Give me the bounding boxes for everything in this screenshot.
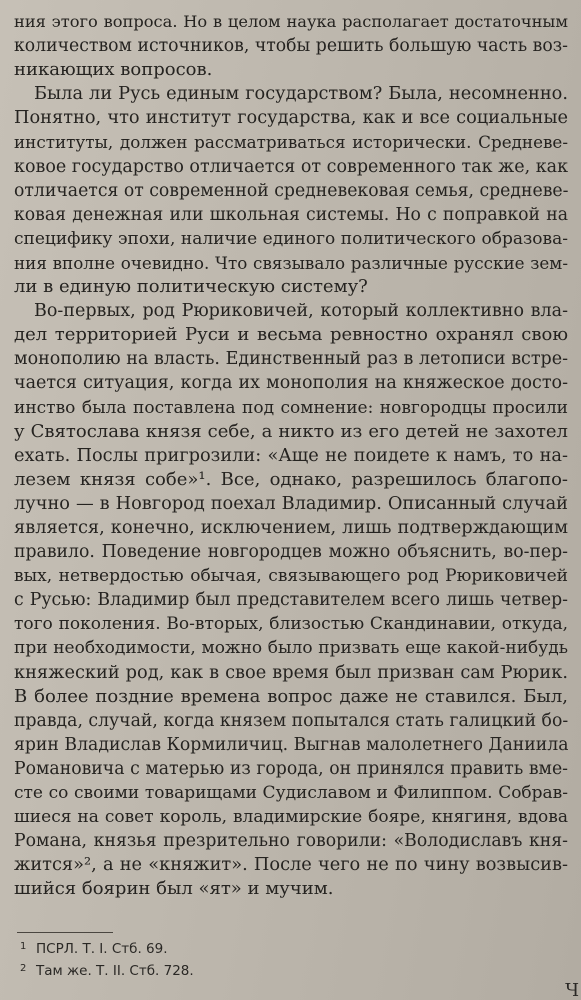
text-line: лучно — в Новгород поехал Владимир. Описанный случай — [14, 493, 568, 514]
footnote-2-mark: 2 — [20, 963, 27, 974]
text-line: чается ситуация, когда их монополия на княжеское досто- — [14, 373, 568, 394]
text-line: ли в единую политическую систему? — [14, 276, 368, 298]
text-line: количеством источников, чтобы решить большую часть воз- — [14, 36, 568, 57]
text-line: при необходимости, можно было призвать еще какой-нибудь — [14, 638, 568, 659]
text-line: ния вполне очевидно. Что связывало различные русские зем- — [14, 252, 568, 273]
text-line: Романа, князья презрительно говорили: «Володиславъ кня- — [14, 831, 568, 852]
text-line: правило. Поведение новгородцев можно объяснить, во-пер- — [14, 542, 568, 563]
text-line: сте со своими товарищами Судиславом и Филиппом. Собрав- — [14, 783, 568, 803]
footnote-2 — [20, 959, 560, 981]
text-line: лезем князя собе»¹. Все, однако, разрешилось благопо- — [14, 468, 568, 490]
text-line: Романовича с матерью из города, он принялся править вме- — [14, 758, 568, 779]
footnotes — [20, 937, 560, 981]
text-line: Была ли Русь единым государством? Была, несомненно. — [34, 84, 568, 105]
text-line: ярин Владислав Кормиличиц. Выгнав малолетнего Даниила — [14, 734, 568, 755]
text-line: инство была поставлена под сомнение: новгородцы просили — [14, 397, 568, 418]
text-line: ковое государство отличается от современного так же, как — [14, 156, 568, 177]
text-line: с Русью: Владимир был представителем всего лишь четвер- — [14, 590, 568, 611]
text-line: никающих вопросов. — [14, 59, 213, 81]
text-line: является, конечно, исключением, лишь подтверждающим — [14, 517, 568, 538]
page-edge-mark: Ч — [565, 980, 579, 1000]
text-line: ковая денежная или школьная системы. Но с поправкой на — [14, 204, 568, 225]
text-line: шийся боярин был «ят» и мучим. — [14, 878, 334, 900]
text-line: княжеский род, как в свое время был призван сам Рюрик. — [14, 662, 568, 683]
text-line: правда, случай, когда князем попытался стать галицкий бо- — [14, 710, 568, 731]
text-line: Во-первых, род Рюриковичей, который коллективно вла- — [34, 301, 568, 322]
footnote-divider — [17, 932, 113, 933]
text-line: жится»², а не «княжит». После чего не по чину возвысив- — [14, 855, 568, 876]
footnote-1-mark: 1 — [20, 941, 27, 952]
text-line: ния этого вопроса. Но в целом наука располагает достаточным — [14, 12, 568, 31]
text-line: вых, нетвердостью обычая, связывающего род Рюриковичей — [14, 566, 568, 587]
text-line: Понятно, что институт государства, как и все социальные — [14, 108, 568, 129]
text-line: В более поздние времена вопрос даже не ставился. Был, — [14, 685, 568, 707]
footnote-2-text: Там же. Т. II. Стб. 728. — [36, 963, 194, 979]
text-line: шиеся на совет король, владимирские бояре, княгиня, вдова — [14, 807, 568, 828]
text-line: у Святослава князя себе, а никто из его детей не захотел — [14, 420, 568, 442]
text-line: монополию на власть. Единственный раз в летописи встре- — [14, 349, 568, 370]
text-line: дел территорией Руси и весьма ревностно охранял свою — [14, 324, 568, 346]
body-text — [14, 10, 568, 901]
footnote-1 — [20, 937, 560, 959]
text-line: институты, должен рассматриваться исторически. Средневе- — [14, 132, 568, 153]
text-line: отличается от современной средневековая семья, средневе- — [14, 180, 568, 201]
text-line: ехать. Послы пригрозили: «Аще не поидете к намъ, то на- — [14, 445, 568, 466]
footnote-1-text: ПСРЛ. Т. I. Стб. 69. — [36, 941, 168, 957]
text-line: того поколения. Во-вторых, близостью Скандинавии, откуда, — [14, 614, 568, 635]
text-line: специфику эпохи, наличие единого политического образова- — [14, 228, 568, 249]
